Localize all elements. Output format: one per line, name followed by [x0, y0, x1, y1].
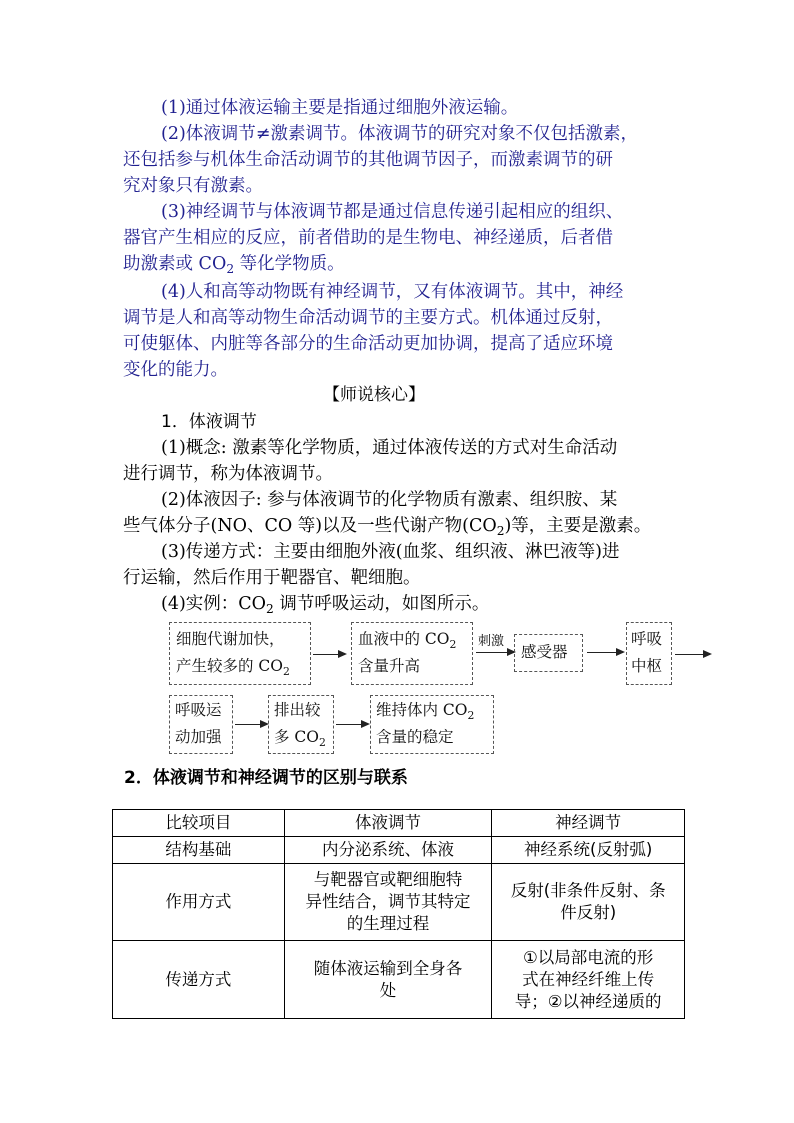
item1-p2-line-2: 些气体分子(NO、CO 等)以及一些代谢产物$(CO_2)$等，主要是激素。 [123, 516, 652, 538]
table-header-cell: 比较项目 [113, 810, 285, 837]
table-row [113, 837, 685, 864]
table-header-row [113, 810, 685, 837]
flow-box-respiratory-center: 呼吸 中枢 [626, 622, 672, 685]
note-4-line-4: 变化的能力。 [123, 360, 228, 380]
note-3-line-2: 器官产生相应的反应，前者借助的是生物电、神经递质，后者借 [123, 228, 613, 248]
flow-arrow-5 [235, 724, 267, 725]
table-cell: 反射(非条件反射、条 件反射) [492, 864, 685, 941]
section-title: 【师说核心】 [323, 385, 425, 405]
item1-p1-line-2: 进行调节，称为体液调节。 [123, 464, 333, 484]
item1-p3-line-2: 行运输，然后作用于靶器官、靶细胞。 [123, 568, 421, 588]
item1-p4-line: (4)实例：$CO_2$ 调节呼吸运动，如图所示。 [161, 594, 490, 616]
table-cell: ①以局部电流的形 式在神经纤维上传 导；②以神经递质的 [492, 941, 685, 1019]
note-3-line-3: 助激素或 $CO_2$ 等化学物质。 [123, 254, 345, 276]
flow-box-breathing: 呼吸运 动加强 [169, 695, 233, 754]
table-cell: 神经系统(反射弧) [492, 837, 685, 864]
note-2-line-2: 还包括参与机体生命活动调节的其他调节因子，而激素调节的研 [123, 150, 613, 170]
flow-arrow-3 [587, 652, 623, 653]
item1-p3-line-1: (3)传递方式：主要由细胞外液(血浆、组织液、淋巴液等)进 [161, 542, 620, 562]
flow-stimulus-label: 刺激 [478, 634, 505, 649]
item2-heading: 2．体液调节和神经调节的区别与联系 [124, 768, 408, 788]
note-4-line-1: (4)人和高等动物既有神经调节，又有体液调节。其中，神经 [161, 282, 624, 302]
flow-arrow-1 [313, 654, 345, 655]
table-cell: 结构基础 [113, 837, 285, 864]
flow-arrow-4 [675, 654, 710, 655]
note-4-line-2: 调节是人和高等动物生命活动调节的主要方式。机体通过反射， [123, 308, 613, 328]
table-cell: 与靶器官或靶细胞特 异性结合，调节其特定 的生理过程 [284, 864, 492, 941]
table-header-cell: 体液调节 [284, 810, 492, 837]
note-2-line-1: (2)体液调节≠激素调节。体液调节的研究对象不仅包括激素， [161, 124, 638, 144]
table-row [113, 864, 685, 941]
item1-heading: 1．体液调节 [161, 412, 257, 432]
flow-box-receptor: 感受器 [514, 634, 583, 672]
flow-arrow-2 [476, 652, 514, 653]
table-cell: 随体液运输到全身各 处 [284, 941, 492, 1019]
flow-box-stable-co2: 维持体内 $CO_2$ 含量的稳定 [370, 695, 494, 754]
flow-box-blood-co2: 血液中的 $CO_2$ 含量升高 [351, 622, 473, 685]
comparison-table [112, 809, 685, 1019]
item1-p1-line-1: (1)概念: 激素等化学物质，通过体液传送的方式对生命活动 [161, 438, 618, 458]
flow-box-cell-metabolism: 细胞代谢加快， 产生较多的 $CO_2$ [169, 622, 311, 685]
table-cell: 作用方式 [113, 864, 285, 941]
note-3-line-1: (3)神经调节与体液调节都是通过信息传递引起相应的组织、 [161, 202, 624, 222]
flow-box-exhale-co2: 排出较 多 $CO_2$ [268, 695, 334, 754]
table-cell: 内分泌系统、体液 [284, 837, 492, 864]
table-cell: 传递方式 [113, 941, 285, 1019]
note-1-line-1: (1)通过体液运输主要是指通过细胞外液运输。 [161, 98, 519, 118]
flow-arrow-6 [336, 724, 368, 725]
table-row [113, 941, 685, 1019]
note-4-line-3: 可使躯体、内脏等各部分的生命活动更加协调，提高了适应环境 [123, 334, 613, 354]
note-2-line-3: 究对象只有激素。 [123, 176, 263, 196]
table-header-cell: 神经调节 [492, 810, 685, 837]
item1-p2-line-1: (2)体液因子: 参与体液调节的化学物质有激素、组织胺、某 [161, 490, 618, 510]
